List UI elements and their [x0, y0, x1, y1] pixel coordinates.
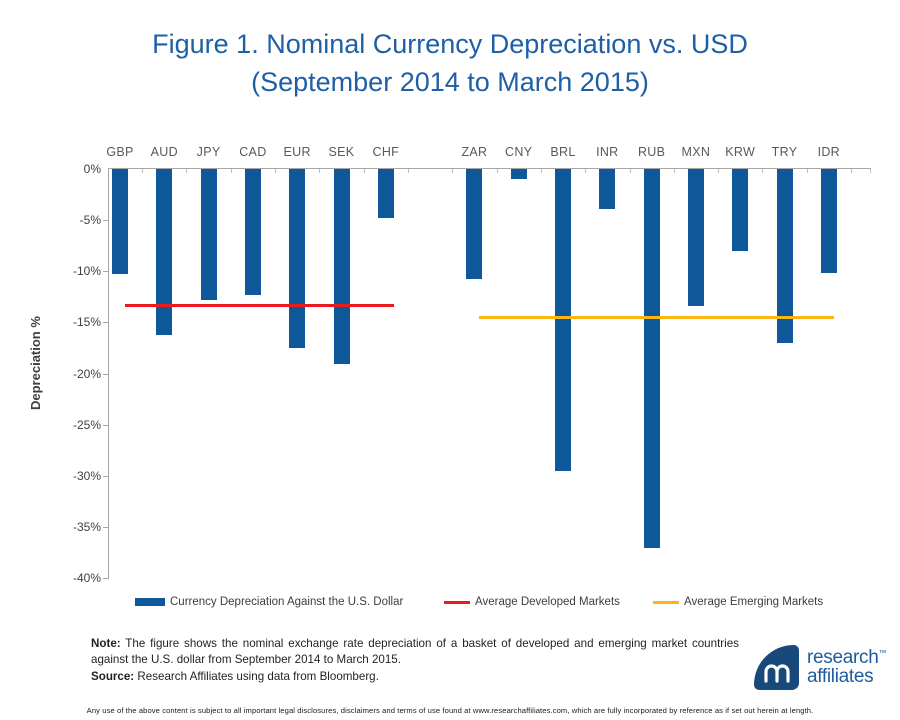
- axis-tick: [585, 169, 586, 173]
- avg-developed-line: [125, 304, 394, 307]
- category-label-TRY: TRY: [771, 145, 798, 159]
- axis-tick: [103, 271, 109, 272]
- y-tick-label: -10%: [72, 264, 101, 279]
- bar-KRW: [732, 169, 748, 251]
- footer-disclaimer: Any use of the above content is subject to all important legal disclosures, disclaimers and terms of use found at www.researchaffiliates.com, which are fully incorporated by reference as if set out herein at length.: [86, 706, 814, 715]
- bar-EUR: [289, 169, 305, 348]
- plot-area: [72, 145, 871, 585]
- axis-tick: [718, 169, 719, 173]
- axis-tick: [319, 169, 320, 173]
- axis-tick: [103, 220, 109, 221]
- y-tick-label: -25%: [72, 417, 101, 432]
- research-affiliates-logo: [754, 645, 886, 690]
- note-block: [91, 636, 739, 685]
- axis-tick: [807, 169, 808, 173]
- axis-tick: [103, 476, 109, 477]
- y-tick-label: -35%: [72, 519, 101, 534]
- note-text: Note: The figure shows the nominal exchange rate depreciation of a basket of developed and emerging market countries against the U.S. dollar from September 2014 to March 2015.: [91, 637, 739, 667]
- bar-MXN: [688, 169, 704, 306]
- bar-SEK: [334, 169, 350, 364]
- category-label-AUD: AUD: [150, 145, 178, 159]
- avg-emerging-line: [479, 316, 834, 319]
- category-label-CAD: CAD: [239, 145, 267, 159]
- axis-tick: [541, 169, 542, 173]
- ra-monogram-icon: [754, 645, 799, 690]
- figure-title-line-1: Figure 1. Nominal Currency Depreciation vs. USD: [152, 29, 748, 59]
- bar-INR: [599, 169, 615, 209]
- legend-item-avg-developed: [444, 592, 620, 612]
- bar-BRL: [555, 169, 571, 471]
- source-text: Source: Research Affiliates using data from Bloomberg.: [91, 669, 379, 683]
- category-label-SEK: SEK: [328, 145, 355, 159]
- legend-label: Average Emerging Markets: [684, 596, 824, 608]
- bar-CNY: [511, 169, 527, 179]
- category-label-EUR: EUR: [283, 145, 311, 159]
- bar-RUB: [644, 169, 660, 548]
- axis-tick: [497, 169, 498, 173]
- chart-legend: [0, 592, 900, 612]
- axis-tick: [231, 169, 232, 173]
- y-tick-label: -40%: [72, 571, 101, 585]
- category-label-JPY: JPY: [196, 145, 221, 159]
- category-label-CHF: CHF: [372, 145, 400, 159]
- bar-JPY: [201, 169, 217, 300]
- axis-tick: [408, 169, 409, 173]
- axis-tick: [103, 578, 109, 579]
- bar-AUD: [156, 169, 172, 335]
- bar-ZAR: [466, 169, 482, 279]
- axis-tick: [851, 169, 852, 173]
- category-label-INR: INR: [596, 145, 619, 159]
- category-label-IDR: IDR: [817, 145, 841, 159]
- axis-tick: [142, 169, 143, 173]
- axis-tick: [870, 169, 871, 173]
- category-label-ZAR: ZAR: [461, 145, 488, 159]
- axis-tick: [186, 169, 187, 173]
- red-line-swatch-icon: [444, 601, 470, 604]
- legend-label: Average Developed Markets: [475, 596, 620, 608]
- y-tick-label: -30%: [72, 468, 101, 483]
- category-label-RUB: RUB: [637, 145, 666, 159]
- logo-wordmark: research™ affiliates: [807, 646, 887, 687]
- axis-tick: [103, 322, 109, 323]
- legend-item-avg-emerging: [653, 592, 823, 612]
- y-tick-label: 0%: [83, 162, 101, 176]
- category-label-BRL: BRL: [550, 145, 576, 159]
- bar-CHF: [378, 169, 394, 218]
- axis-tick: [364, 169, 365, 173]
- axis-tick: [674, 169, 675, 173]
- axis-tick: [762, 169, 763, 173]
- y-tick-label: -15%: [72, 315, 101, 330]
- bar-GBP: [112, 169, 128, 274]
- y-tick-label: -20%: [72, 366, 101, 381]
- note-label: Note:: [91, 637, 121, 650]
- axis-tick: [103, 527, 109, 528]
- legend-label: Currency Depreciation Against the U.S. Dollar: [170, 596, 404, 608]
- source-label: Source:: [91, 669, 135, 683]
- axis-tick: [275, 169, 276, 173]
- figure-title: [0, 26, 900, 102]
- category-label-CNY: CNY: [505, 145, 533, 159]
- category-label-KRW: KRW: [725, 145, 756, 159]
- axis-tick: [452, 169, 453, 173]
- axis-tick: [103, 374, 109, 375]
- category-label-MXN: MXN: [681, 145, 711, 159]
- category-label-GBP: GBP: [106, 145, 134, 159]
- yellow-line-swatch-icon: [653, 601, 679, 604]
- legend-item-currency-depreciation: [135, 592, 403, 612]
- bar-swatch-icon: [135, 598, 165, 606]
- trademark-symbol: ™: [878, 648, 887, 658]
- y-axis-title: Depreciation %: [28, 316, 43, 410]
- axis-tick: [103, 425, 109, 426]
- y-tick-label: -5%: [79, 213, 101, 228]
- axis-tick: [630, 169, 631, 173]
- figure-title-line-2: (September 2014 to March 2015): [251, 66, 649, 97]
- bar-IDR: [821, 169, 837, 273]
- bar-CAD: [245, 169, 261, 295]
